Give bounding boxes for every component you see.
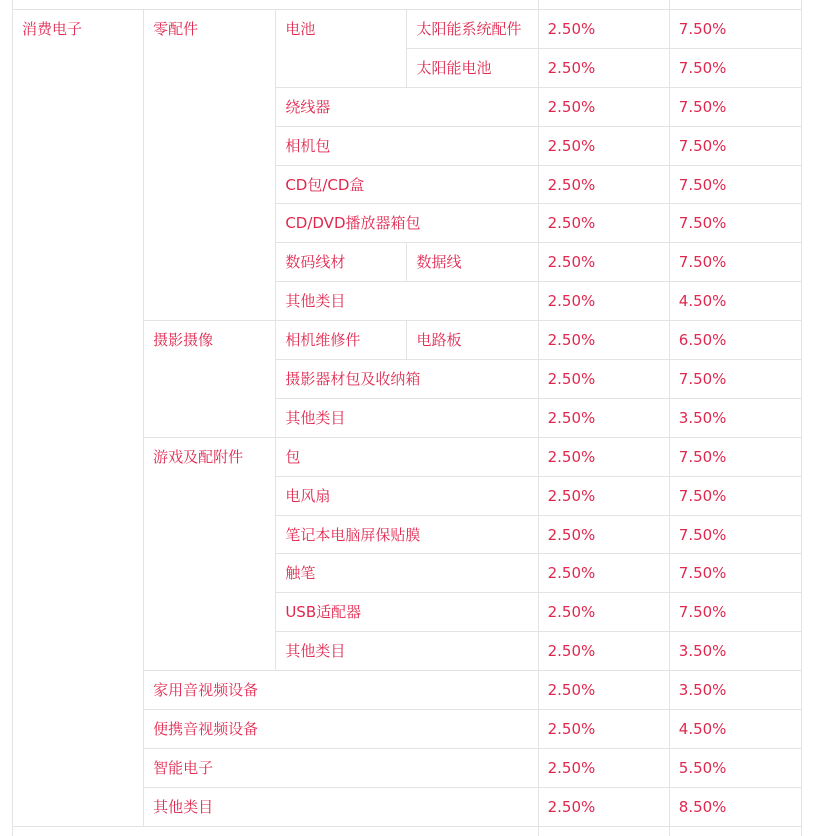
item-cell: 包 — [276, 437, 538, 476]
category-cell: 消费电子 — [13, 10, 144, 827]
table-row — [13, 10, 802, 49]
subgroup-cell: 电池 — [276, 10, 407, 88]
rate-cell: 2.50% — [538, 671, 669, 710]
subgroup-cell: 相机维修件 — [276, 321, 407, 360]
rate-cell: 7.50% — [669, 48, 801, 87]
item-cell: CD包/CD盒 — [276, 165, 538, 204]
rate-cell: 2.50% — [538, 204, 669, 243]
group-cell: 其他类目 — [144, 787, 538, 826]
rate-cell: 2.50% — [538, 10, 669, 49]
rate-cell: 2.50% — [538, 321, 669, 360]
group-cell: 便携音视频设备 — [144, 710, 538, 749]
rate-cell: 3.50% — [669, 398, 801, 437]
group-cell: 零配件 — [144, 10, 276, 321]
item-cell: 电路板 — [407, 321, 538, 360]
rate-cell: 2.50% — [538, 748, 669, 787]
group-cell: 家用音视频设备 — [144, 671, 538, 710]
rate-cell: 7.50% — [669, 10, 801, 49]
rate-cell: 7.50% — [669, 437, 801, 476]
item-cell: CD/DVD播放器箱包 — [276, 204, 538, 243]
rate-cell: 7.50% — [669, 554, 801, 593]
item-cell: 太阳能电池 — [407, 48, 538, 87]
rate-cell: 4.50% — [669, 282, 801, 321]
rate-cell: 4.50% — [669, 710, 801, 749]
rate-cell: 2.50% — [538, 593, 669, 632]
item-cell: 相机包 — [276, 126, 538, 165]
group-cell: 摄影摄像 — [144, 321, 276, 438]
rate-cell: 7.50% — [669, 126, 801, 165]
item-cell: 触笔 — [276, 554, 538, 593]
rate-cell: 2.50% — [538, 476, 669, 515]
rate-cell: 2.50% — [538, 437, 669, 476]
rate-cell: 5.50% — [669, 748, 801, 787]
rate-cell: 2.50% — [538, 282, 669, 321]
rate-cell: 2.50% — [538, 787, 669, 826]
rate-cell: 2.50% — [538, 515, 669, 554]
item-cell: 摄影器材包及收纳箱 — [276, 360, 538, 399]
rate-cell: 2.50% — [538, 554, 669, 593]
item-cell: 其他类目 — [276, 282, 538, 321]
item-cell: 电风扇 — [276, 476, 538, 515]
group-cell: 游戏及配附件 — [144, 437, 276, 670]
rate-cell: 2.50% — [538, 165, 669, 204]
group-cell: 智能电子 — [144, 748, 538, 787]
rate-cell: 2.50% — [538, 632, 669, 671]
rate-cell: 7.50% — [669, 243, 801, 282]
rate-cell: 7.50% — [669, 165, 801, 204]
rate-cell: 7.50% — [669, 476, 801, 515]
rate-cell: 2.50% — [538, 398, 669, 437]
item-cell: 其他类目 — [276, 398, 538, 437]
item-cell: USB适配器 — [276, 593, 538, 632]
item-cell: 绕线器 — [276, 87, 538, 126]
rate-cell: 2.50% — [538, 243, 669, 282]
rate-cell: 8.50% — [669, 787, 801, 826]
item-cell: 其他类目 — [276, 632, 538, 671]
item-cell: 笔记本电脑屏保贴膜 — [276, 515, 538, 554]
item-cell: 数据线 — [407, 243, 538, 282]
rate-cell: 7.50% — [669, 593, 801, 632]
rate-cell: 2.50% — [538, 126, 669, 165]
rate-cell: 6.50% — [669, 321, 801, 360]
rate-cell: 3.50% — [669, 671, 801, 710]
rate-cell: 2.50% — [538, 360, 669, 399]
rate-cell: 2.50% — [538, 87, 669, 126]
rate-cell: 7.50% — [669, 87, 801, 126]
rate-cell: 2.50% — [538, 710, 669, 749]
rate-cell: 7.50% — [669, 204, 801, 243]
rate-cell: 7.50% — [669, 515, 801, 554]
rate-cell: 3.50% — [669, 632, 801, 671]
rate-cell: 2.50% — [538, 48, 669, 87]
subgroup-cell: 数码线材 — [276, 243, 407, 282]
commission-rate-table — [12, 9, 802, 827]
item-cell: 太阳能系统配件 — [407, 10, 538, 49]
rate-cell: 7.50% — [669, 360, 801, 399]
